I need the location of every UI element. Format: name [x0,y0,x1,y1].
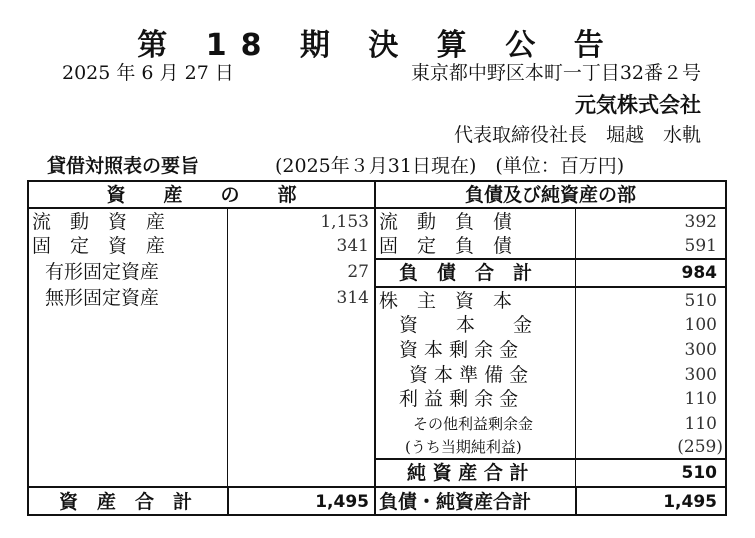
asset-row-label: 有形固定資産 [45,261,160,283]
equity-row-value: (259) [677,437,723,457]
asset-total-value: 1,495 [315,492,369,512]
representative: 代表取締役社長 堀越 水軌 [453,124,701,146]
liability-row-label: 流 動 負 債 [379,211,513,233]
equity-row-label: 資 本 剰 余 金 [399,339,519,361]
equity-row-label: (うち当期純利益) [405,438,522,456]
total-rule [29,486,725,488]
asset-row-value: 341 [336,236,369,256]
asset-row-label: 流 動 資 産 [32,211,166,233]
asset-total-label: 資 産 合 計 [59,491,193,513]
asset-row-label: 無形固定資産 [45,287,160,309]
assets-header: 資 産 の 部 [106,184,297,206]
liability-row-label: 固 定 負 債 [379,235,513,257]
equity-row-value: 110 [684,389,717,409]
column-divider [374,182,376,514]
company-address: 東京都中野区本町一丁目32番２号 [410,62,701,84]
equity-row-label: 株 主 資 本 [379,290,513,312]
liability-subtotal-top-rule [374,258,725,260]
liabilities-header: 負債及び純資産の部 [464,184,636,206]
announcement-date: 2025 年 6 月 27 日 [62,62,234,84]
company-name: 元気株式会社 [575,93,701,117]
balance-sheet-table [27,180,727,516]
equity-row-value: 510 [684,291,717,311]
liability-value-divider [575,209,576,486]
liability-subtotal-label: 負 債 合 計 [399,262,533,284]
equity-row-value: 100 [684,315,717,335]
liability-subtotal-bottom-rule [374,286,725,288]
asset-row-value: 1,153 [320,212,369,232]
liability-subtotal-value: 984 [681,263,717,283]
asset-row-label: 固 定 資 産 [32,235,166,257]
period-and-unit: (2025年３月31日現在) (単位：百万円) [275,155,625,177]
liability-row-value: 392 [684,212,717,232]
header-rule [29,207,725,209]
equity-row-value: 300 [684,340,717,360]
equity-row-label: 資 本 準 備 金 [409,364,529,386]
asset-row-value: 314 [336,288,369,308]
page-title: 第 18 期 決 算 公 告 [137,28,618,63]
asset-value-divider [227,209,228,486]
equity-total-label: 純 資 産 合 計 [407,462,529,484]
equity-row-value: 110 [684,414,717,434]
equity-total-value: 510 [681,463,717,483]
equity-row-label: 資 本 金 [399,314,533,336]
asset-row-value: 27 [347,262,369,282]
equity-row-label: その他利益剰余金 [413,415,534,433]
equity-row-value: 300 [684,365,717,385]
balance-sheet-heading: 貸借対照表の要旨 [47,155,200,177]
grand-total-label: 負債・純資産合計 [379,491,532,513]
liability-row-value: 591 [684,236,717,256]
equity-row-label: 利 益 剰 余 金 [399,388,519,410]
grand-total-value: 1,495 [663,492,717,512]
